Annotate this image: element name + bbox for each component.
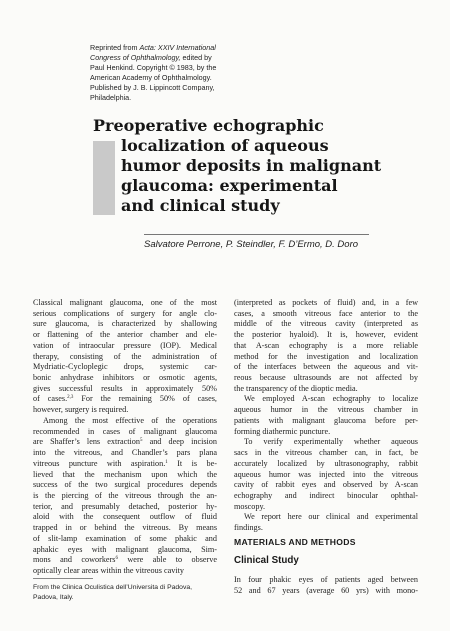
text-line: Mydriatic-Cycloplegic drops, systemic car- [33, 362, 217, 372]
text-line: middle of the vitreous cavity (interpreted as [234, 319, 418, 329]
text-line: Classical malignant glaucoma, one of the most [33, 298, 217, 307]
text-line: vitreous puncture with aspiration.$^1$ It is be- [33, 458, 217, 468]
text-line: optically clear areas within the vitreous cavity [33, 565, 184, 575]
text-line: reous because ultrasounds are not affected by [234, 373, 418, 383]
text-line: of the interfaces between the aqueous and vit- [234, 362, 418, 372]
text-line: terior, and presumably detached, posterior hy- [33, 501, 217, 511]
reprint-line: Reprinted from Acta: XXIV International [90, 43, 216, 52]
text-line: findings. [234, 523, 263, 533]
text-line: Among the most effective of the operations [43, 415, 217, 425]
title-line: localization of aqueous [121, 136, 329, 155]
text-line: aqueous humor was injected into the vitreous [234, 469, 418, 479]
text-line: To verify experimentally whether aqueous [244, 437, 418, 447]
text-line: gives successful results in approximately 50% [33, 383, 217, 393]
text-line: or flattening of the anterior chamber and ele- [33, 330, 217, 340]
text-line: lieved that the mechanism upon which the [33, 469, 217, 479]
text-line: bonic anhydrase inhibitors or osmotic agents, [33, 373, 217, 383]
right-column-end [234, 575, 418, 596]
text-line: vation of intraocular pressure (IOP). Medical [33, 340, 217, 350]
text-line: cases, a smooth vitreous face anterior to the [234, 308, 418, 318]
author-rule [144, 234, 369, 235]
reprint-notice [90, 43, 340, 103]
text-line: trapped in or behind the vitreous. By means [33, 523, 217, 533]
text-line: the transparency of the dioptic media. [234, 383, 358, 393]
text-line: however, surgery is required. [33, 405, 129, 415]
title-line: humor deposits in malignant [121, 156, 382, 175]
text-line: that A-scan echography is a more reliable [234, 340, 418, 350]
text-line: success of the two surgical procedures depends [33, 480, 217, 490]
text-line: of cases.$^{2,3}$ For the remaining 50% of cases, [33, 394, 217, 404]
text-line: (interpreted as pockets of fluid) and, in a few [234, 298, 418, 307]
text-line: aloid with the consequent outflow of fluid [33, 512, 217, 522]
text-line: aqueous humor in the vitreous chamber in [234, 405, 418, 415]
text-line: sure glaucoma, is characterized by shallowing [33, 319, 217, 329]
reprint-line: Paul Henkind. Copyright © 1983, by the [90, 63, 217, 72]
right-column [234, 298, 418, 534]
article-title [93, 116, 382, 216]
section-heading: MATERIALS AND METHODS [234, 537, 356, 547]
text-line: 52 and 67 years (average 60 yrs) with mono- [234, 585, 418, 595]
text-line: We report here our clinical and experimental [244, 512, 418, 522]
text-line: recommended in cases of malignant glaucoma [33, 426, 217, 436]
text-line: echography and indirect binocular ophthal- [234, 490, 418, 500]
title-line: and clinical study [121, 196, 280, 215]
reprint-line: American Academy of Ophthalmology. [90, 73, 212, 82]
text-line: is the piercing of the vitreous through the an- [33, 490, 217, 500]
affiliation-footnote [33, 583, 217, 603]
text-line: method for the investigation and localization [234, 351, 418, 361]
reprint-line: Philadelphia. [90, 93, 132, 102]
text-line: We employed A-scan echography to localize [244, 394, 418, 404]
text-line: moscopy. [234, 501, 266, 511]
text-line: cavity of rabbit eyes and observed by A-scan [234, 480, 418, 490]
footnote-rule [33, 578, 93, 579]
text-line: serious complications of surgery for angle clo- [33, 308, 217, 318]
text-line: are Shaffer’s lens extraction$^5$ and deep incision [33, 437, 217, 447]
text-line: patients with malignant glaucoma before per- [234, 415, 418, 425]
footnote-line: Padova, Italy. [33, 594, 74, 601]
text-line: forming diathermic puncture. [234, 426, 331, 436]
text-line: the posterior hyaloid). It is, however, evident [234, 330, 418, 340]
authors-line: Salvatore Perrone, P. Steindler, F. D’Ermo, D. Doro [144, 239, 359, 250]
title-line: glaucoma: experimental [121, 176, 338, 195]
text-line: aphakic eyes with malignant glaucoma, Sim- [33, 544, 217, 554]
left-column [33, 298, 217, 577]
text-line: therapy, consisting of the administration of [33, 351, 217, 361]
reprint-line: Congress of Ophthalmology, edited by [90, 53, 212, 62]
title-line: Preoperative echographic [93, 116, 324, 135]
subsection-heading: Clinical Study [234, 555, 299, 566]
text-line: mons and coworkers$^6$ were able to observe [33, 555, 217, 565]
text-line: into the vitreous, and Chandler’s pars plana [33, 448, 217, 458]
text-line: In four phakic eyes of patients aged between [234, 575, 418, 584]
text-line: of slit-lamp examination of some phakic and [33, 533, 217, 543]
text-line: sacs in the vitreous chamber can, in fact, be [234, 448, 418, 458]
text-line: accurately localized by ultrasonography, rabbit [234, 458, 418, 468]
footnote-line: From the Clinica Oculistica dell’Universita di Padova, [33, 584, 193, 591]
reprint-line: Published by J. B. Lippincott Company, [90, 83, 215, 92]
